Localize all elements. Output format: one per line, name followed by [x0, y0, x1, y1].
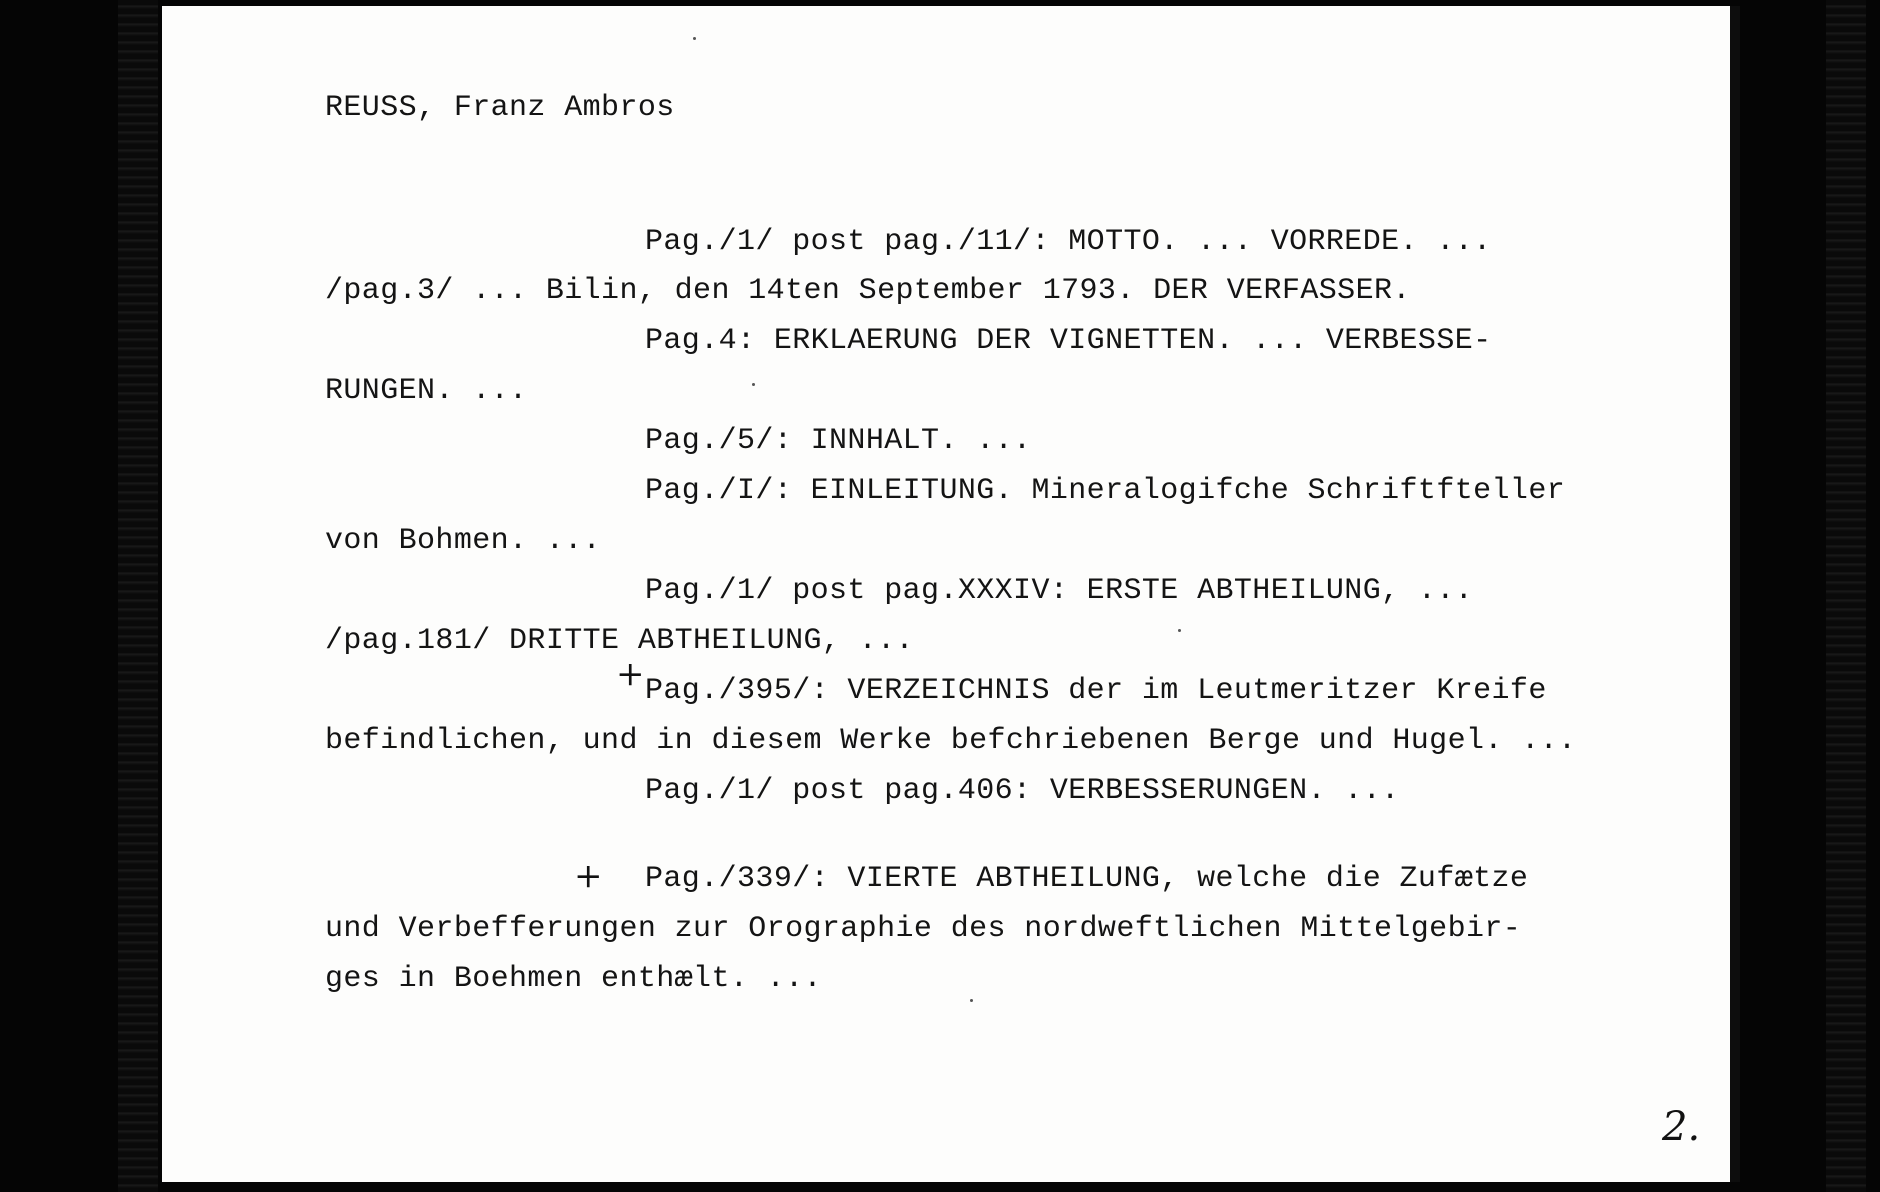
entry-line: Pag./I/: EINLEITUNG. Mineralogifche Schriftfteller — [645, 474, 1566, 508]
right-scan-edge — [1826, 0, 1866, 1192]
entry-line: ges in Boehmen enthælt. ... — [325, 962, 822, 996]
page-number: 2. — [1662, 1104, 1701, 1150]
entry-line: Pag./5/: INNHALT. ... — [645, 424, 1032, 458]
entry-line: Pag./339/: VIERTE ABTHEILUNG, welche die Zufætze — [645, 862, 1529, 896]
insertion-mark: + — [574, 856, 603, 896]
dust-speck — [752, 383, 755, 386]
entry-line: von Bohmen. ... — [325, 524, 602, 558]
entry-line: RUNGEN. ... — [325, 374, 528, 408]
entry-line: Pag./395/: VERZEICHNIS der im Leutmeritzer Kreife — [645, 674, 1547, 708]
entry-line: befindlichen, und in diesem Werke befchriebenen Berge und Hugel. ... — [325, 724, 1577, 758]
catalog-card — [162, 6, 1740, 1182]
dust-speck — [693, 37, 696, 40]
entry-line: und Verbefferungen zur Orographie des nordweftlichen Mittelgebir- — [325, 912, 1522, 946]
entry-line: Pag./1/ post pag./11/: MOTTO. ... VORREDE. ... — [645, 225, 1492, 259]
entry-line: /pag.181/ DRITTE ABTHEILUNG, ... — [325, 624, 914, 658]
entry-line: Pag.4: ERKLAERUNG DER VIGNETTEN. ... VERBESSE- — [645, 324, 1492, 358]
insertion-mark: + — [616, 654, 645, 694]
entry-line: Pag./1/ post pag.XXXIV: ERSTE ABTHEILUNG, ... — [645, 574, 1474, 608]
dust-speck — [970, 999, 973, 1002]
card-heading: REUSS, Franz Ambros — [325, 91, 675, 125]
left-scan-edge — [118, 0, 158, 1192]
entry-line: Pag./1/ post pag.406: VERBESSERUNGEN. ... — [645, 774, 1400, 808]
entry-line: /pag.3/ ... Bilin, den 14ten September 1793. DER VERFASSER. — [325, 274, 1411, 308]
dust-speck — [1178, 629, 1181, 632]
